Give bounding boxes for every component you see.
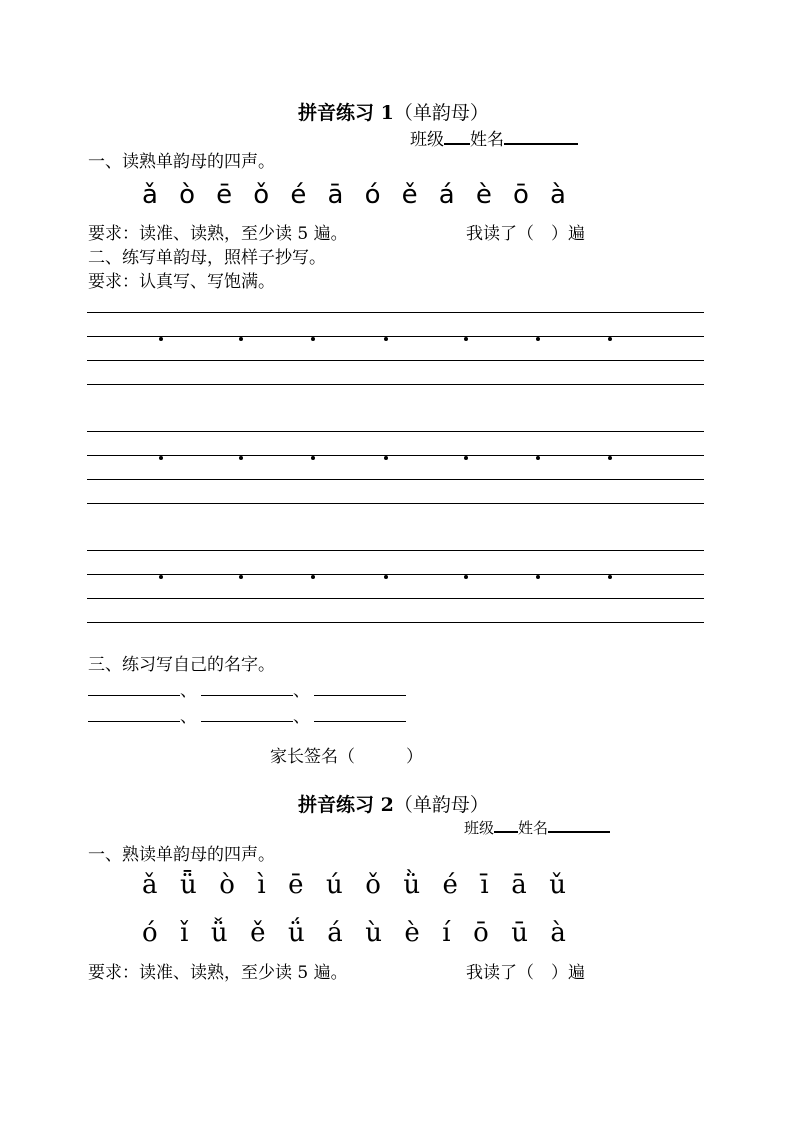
class-blank[interactable]: [444, 126, 470, 145]
class-label: 班级: [410, 130, 444, 150]
grid-dot: [464, 337, 468, 341]
grid-dot: [536, 337, 540, 341]
separator: 、: [293, 681, 310, 701]
grid-line: [87, 622, 704, 623]
name-blank[interactable]: [88, 720, 180, 722]
sheet2-class-name-line: [464, 816, 610, 838]
class-label: 班级: [464, 819, 495, 837]
requirement2-text: 要求：认真写、写饱满。: [88, 272, 275, 292]
grid-line: [87, 360, 704, 361]
pinyin-letter: ǎ: [142, 870, 158, 900]
pinyin-letter: ē: [216, 180, 233, 210]
pinyin-letter: ó: [364, 180, 381, 210]
pinyin-letter: ǜ: [403, 870, 421, 900]
name-blank[interactable]: [548, 816, 610, 833]
grid-dot: [384, 456, 388, 460]
grid-dot: [608, 575, 612, 579]
grid-dot: [311, 337, 315, 341]
sheet2-title-paren: （单韵母）: [393, 794, 489, 816]
grid-line: [87, 503, 704, 504]
sheet1-title: [298, 98, 489, 125]
grid-dot: [239, 575, 243, 579]
grid-dot: [464, 575, 468, 579]
grid-dot: [536, 456, 540, 460]
grid-line: [87, 312, 704, 313]
sheet2-title-text: 拼音练习 2: [298, 794, 394, 816]
pinyin-letter: ǎ: [142, 180, 158, 210]
grid-dot: [384, 575, 388, 579]
pinyin-letter: ǔ: [549, 870, 566, 900]
sheet2-title: [298, 790, 489, 817]
grid-dot: [464, 456, 468, 460]
pinyin-letter: ù: [365, 918, 382, 948]
name-blanks-row-2: [88, 702, 406, 727]
grid-dot: [608, 456, 612, 460]
grid-dot: [608, 337, 612, 341]
pinyin-letter: á: [438, 180, 455, 210]
name-blank[interactable]: [201, 720, 293, 722]
grid-line: [87, 550, 704, 551]
grid-dot: [159, 337, 163, 341]
grid-line: [87, 479, 704, 480]
pinyin-row-2: [142, 918, 566, 948]
grid-line: [87, 431, 704, 432]
pinyin-letter: è: [475, 180, 492, 210]
grid-dot: [239, 337, 243, 341]
grid-line: [87, 384, 704, 385]
pinyin-letter: à: [550, 180, 566, 210]
pinyin-letter: í: [442, 918, 451, 948]
pinyin-letter: ǐ: [180, 918, 189, 948]
pinyin-letter: ǖ: [179, 870, 197, 900]
grid-dot: [159, 456, 163, 460]
section2-heading: 二、练写单韵母，照样子抄写。: [88, 248, 326, 268]
pinyin-row: [142, 180, 566, 210]
pinyin-letter: ē: [288, 870, 304, 900]
pinyin-letter: ǒ: [365, 870, 381, 900]
name-blank[interactable]: [88, 694, 180, 696]
name-blank[interactable]: [201, 694, 293, 696]
pinyin-letter: é: [290, 180, 307, 210]
pinyin-letter: ě: [250, 918, 266, 948]
name-blank[interactable]: [314, 720, 406, 722]
pinyin-letter: ì: [257, 870, 266, 900]
pinyin-letter: ò: [219, 870, 235, 900]
pinyin-letter: á: [327, 918, 343, 948]
pinyin-letter: ā: [327, 180, 344, 210]
pinyin-letter: ā: [511, 870, 527, 900]
sheet1-title-paren: （单韵母）: [393, 102, 489, 124]
pinyin-letter: ò: [179, 180, 195, 210]
class-blank[interactable]: [494, 816, 518, 833]
requirement-text: 要求：读准、读熟，至少读 5 遍。: [88, 224, 348, 244]
pinyin-letter: ú: [325, 870, 343, 900]
sheet2-section1-heading: 一、熟读单韵母的四声。: [88, 845, 275, 865]
pinyin-letter: ī: [480, 870, 489, 900]
sheet2-requirement-text: 要求：读准、读熟，至少读 5 遍。: [88, 963, 348, 983]
parent-signature: 家长签名（ ）: [270, 747, 423, 767]
pinyin-letter: ō: [512, 180, 529, 210]
read-count-text: 我读了（ ）遍: [466, 224, 585, 244]
name-blank[interactable]: [314, 694, 406, 696]
name-label: 姓名: [518, 819, 549, 837]
grid-dot: [159, 575, 163, 579]
separator: 、: [293, 707, 310, 727]
section3-heading: 三、练习写自己的名字。: [88, 655, 275, 675]
section1-heading: 一、读熟单韵母的四声。: [88, 152, 275, 172]
grid-dot: [536, 575, 540, 579]
sheet2-read-count-text: 我读了（ ）遍: [466, 963, 585, 983]
name-blanks-row-1: [88, 676, 406, 701]
separator: 、: [180, 681, 197, 701]
pinyin-letter: ǒ: [253, 180, 270, 210]
pinyin-row-1: [142, 870, 566, 900]
sheet1-class-name-line: [410, 125, 578, 150]
grid-dot: [384, 337, 388, 341]
grid-line: [87, 598, 704, 599]
separator: 、: [180, 707, 197, 727]
pinyin-letter: ǘ: [288, 918, 305, 948]
grid-dot: [311, 575, 315, 579]
grid-dot: [311, 456, 315, 460]
grid-dot: [239, 456, 243, 460]
pinyin-letter: ō: [473, 918, 489, 948]
pinyin-letter: à: [550, 918, 566, 948]
name-blank[interactable]: [504, 126, 578, 145]
pinyin-letter: é: [442, 870, 458, 900]
pinyin-letter: ǚ: [210, 918, 228, 948]
pinyin-letter: è: [404, 918, 420, 948]
pinyin-letter: ū: [511, 918, 528, 948]
name-label: 姓名: [470, 130, 504, 150]
pinyin-letter: ó: [142, 918, 158, 948]
pinyin-letter: ě: [401, 180, 418, 210]
sheet1-title-text: 拼音练习 1: [298, 102, 394, 124]
